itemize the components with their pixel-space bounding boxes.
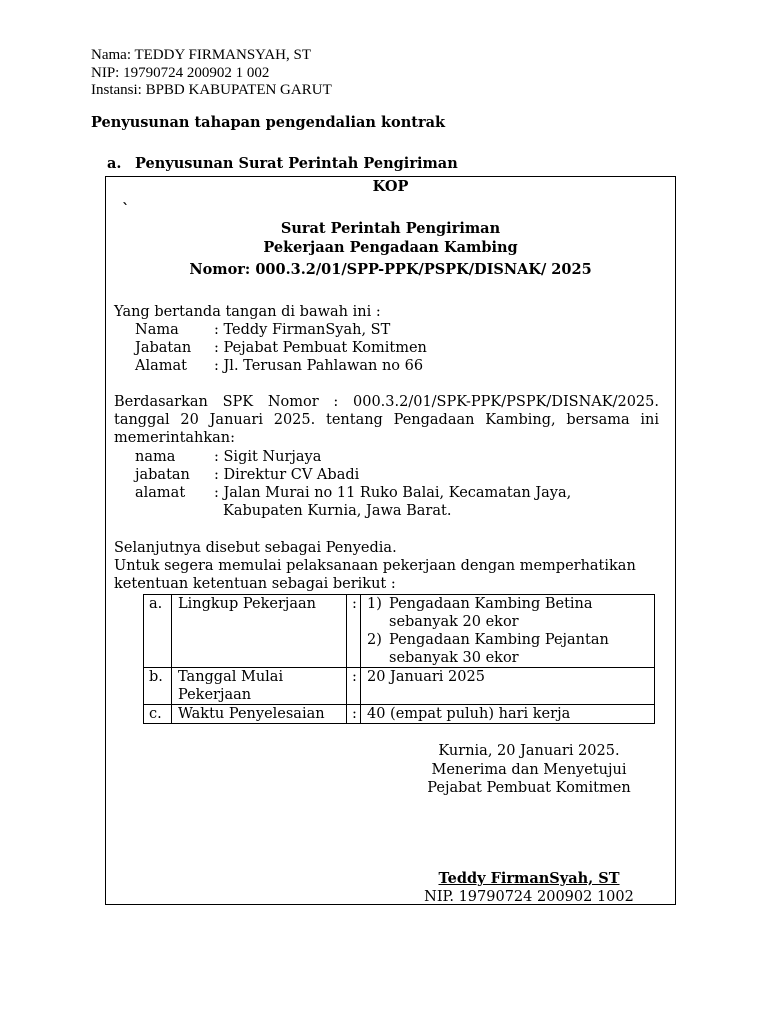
list-item-text	[389, 631, 609, 667]
letter-title: Surat Perintah Pengiriman	[280, 220, 501, 237]
list-item-line2: sebanyak 20 ekor	[389, 614, 519, 630]
signer-name-label: Nama	[135, 322, 179, 338]
row-c-label: Waktu Penyelesaian	[172, 705, 347, 724]
row-b-no: b.	[144, 668, 172, 705]
section-title: Penyusunan tahapan pengendalian kontrak	[91, 114, 446, 131]
row-b-label	[172, 668, 347, 705]
next-line-2: Untuk segera memulai pelaksanaan pekerjaan dengan memperhatikan	[114, 558, 636, 574]
header-name: Nama: TEDDY FIRMANSYAH, ST	[91, 47, 312, 63]
row-b-label-line2: Pekerjaan	[178, 687, 252, 703]
signer-name-value: : Teddy FirmanSyah, ST	[214, 322, 391, 338]
signer-position-label: Jabatan	[135, 340, 192, 356]
recipient-address-value: : Jalan Murai no 11 Ruko Balai, Kecamatan Jaya,	[214, 485, 572, 501]
signature-name: Teddy FirmanSyah, ST	[438, 870, 620, 887]
list-item	[367, 595, 654, 631]
letter-number-label: Nomor:	[189, 261, 251, 278]
list-item-text	[389, 595, 593, 631]
terms-table	[143, 594, 655, 724]
list-item	[367, 631, 654, 667]
table-row	[144, 668, 655, 705]
recipient-name-label: nama	[135, 449, 176, 465]
row-a-colon: :	[347, 595, 361, 668]
next-line-1: Selanjutnya disebut sebagai Penyedia.	[114, 540, 397, 556]
subsection-marker: a.	[107, 155, 122, 172]
row-a-no: a.	[144, 595, 172, 668]
list-item-line2: sebanyak 30 ekor	[389, 650, 519, 666]
row-b-colon: :	[347, 668, 361, 705]
signer-position-value: : Pejabat Pembuat Komitmen	[214, 340, 427, 356]
place-date: Kurnia, 20 Januari 2025.	[438, 743, 620, 759]
header-instansi: Instansi: BPBD KABUPATEN GARUT	[91, 82, 332, 98]
letter-number-value: 000.3.2/01/SPP-PPK/PSPK/DISNAK/ 2025	[255, 261, 592, 278]
basis-line-3: memerintahkan:	[114, 430, 236, 446]
table-row	[144, 705, 655, 724]
recipient-address-label: alamat	[135, 485, 186, 501]
kop-label: KOP	[372, 178, 409, 195]
recipient-name-value: : Sigit Nurjaya	[214, 449, 322, 465]
signer-address-value: : Jl. Terusan Pahlawan no 66	[214, 358, 424, 374]
tick-mark: `	[122, 201, 130, 218]
row-b-label-line1: Tanggal Mulai	[178, 669, 284, 685]
recipient-position-value: : Direktur CV Abadi	[214, 467, 360, 483]
intro-line: Yang bertanda tangan di bawah ini :	[114, 304, 381, 320]
list-item-line1: Pengadaan Kambing Betina	[389, 596, 593, 612]
letter-number	[106, 261, 675, 279]
list-item-number: 2)	[367, 632, 382, 648]
accept-line: Menerima dan Menyetujui	[431, 762, 627, 778]
row-c-no: c.	[144, 705, 172, 724]
letter-frame	[105, 176, 676, 905]
signature-nip: NIP. 19790724 200902 1002	[424, 889, 634, 905]
list-item-number: 1)	[367, 596, 382, 612]
basis-line-1: Berdasarkan SPK Nomor : 000.3.2/01/SPK-PPK/PSPK/DISNAK/2025.	[114, 394, 659, 410]
row-b-value: 20 Januari 2025	[361, 668, 655, 705]
next-line-3: ketentuan ketentuan sebagai berikut :	[114, 576, 396, 592]
header-nip: NIP: 19790724 200902 1 002	[91, 65, 270, 81]
letter-subtitle: Pekerjaan Pengadaan Kambing	[263, 239, 518, 256]
basis-line-2: tanggal 20 Januari 2025. tentang Pengadaan Kambing, bersama ini	[114, 412, 659, 428]
row-a-value	[361, 595, 655, 668]
list-item-line1: Pengadaan Kambing Pejantan	[389, 632, 609, 648]
recipient-address-cont: Kabupaten Kurnia, Jawa Barat.	[223, 503, 452, 519]
row-c-colon: :	[347, 705, 361, 724]
row-c-value: 40 (empat puluh) hari kerja	[361, 705, 655, 724]
row-a-label: Lingkup Pekerjaan	[172, 595, 347, 668]
recipient-position-label: jabatan	[135, 467, 190, 483]
signer-role: Pejabat Pembuat Komitmen	[427, 780, 631, 796]
table-row	[144, 595, 655, 668]
subsection-title: Penyusunan Surat Perintah Pengiriman	[135, 155, 458, 172]
signer-address-label: Alamat	[135, 358, 187, 374]
